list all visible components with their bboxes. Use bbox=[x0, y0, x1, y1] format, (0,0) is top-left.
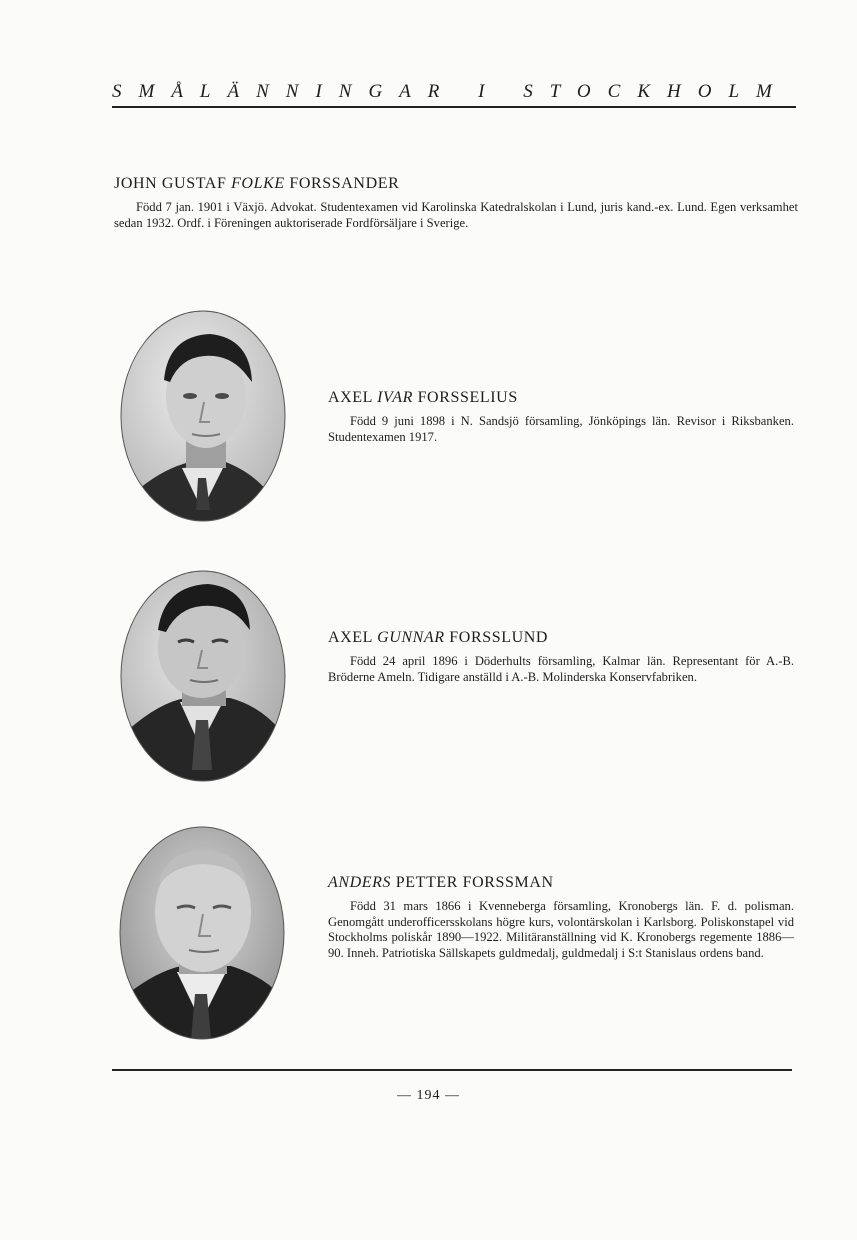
running-head: SMÅLÄNNINGAR I STOCKHOLM bbox=[112, 81, 789, 102]
given-names: AXEL bbox=[328, 629, 373, 646]
called-name: ANDERS bbox=[328, 874, 392, 891]
entry-text: Född 24 april 1896 i Döderhults församling, Kalmar län. Representant för A.-B. Bröderne Ameln. Tidigare anställd i A.-B. Molinderska Konservfabriken. bbox=[328, 654, 794, 684]
entry-name bbox=[328, 873, 794, 893]
page-number: — 194 — bbox=[397, 1088, 460, 1103]
called-name: GUNNAR bbox=[377, 629, 445, 646]
given-names: AXEL bbox=[328, 389, 373, 406]
surname: FORSSELIUS bbox=[417, 389, 518, 406]
biography-entry bbox=[114, 174, 798, 231]
given-names: JOHN GUSTAF bbox=[114, 175, 227, 192]
header-rule bbox=[112, 106, 796, 108]
surname: FORSSLUND bbox=[449, 629, 549, 646]
called-name: FOLKE bbox=[231, 175, 285, 192]
entry-text: Född 7 jan. 1901 i Växjö. Advokat. Studentexamen vid Karolinska Katedralskolan i Lund, juris kand.-ex. Lund. Egen verksamhet sedan 1932. Ordf. i Föreningen auktoriserade Fordförsäljare i Sverige. bbox=[114, 200, 798, 230]
portrait-photo bbox=[120, 310, 286, 522]
surname: FORSSANDER bbox=[289, 175, 400, 192]
biography-entry bbox=[328, 388, 794, 445]
footer-rule bbox=[112, 1069, 792, 1071]
biography-entry bbox=[328, 628, 794, 685]
entry-name bbox=[328, 388, 794, 408]
portrait-photo bbox=[120, 570, 286, 782]
entry-name bbox=[328, 628, 794, 648]
entry-text: Född 9 juni 1898 i N. Sandsjö församling, Jönköpings län. Revisor i Riksbanken. Studentexamen 1917. bbox=[328, 414, 794, 444]
entry-text: Född 31 mars 1866 i Kvenneberga församling, Kronobergs län. F. d. polisman. Genomgått underofficersskolans högre kurs, volontärskolan i Karlsborg. Poliskonstapel vid Stockholms poliskår 1890—1922. Militäranställning vid K. Kronobergs regemente 1886—90. Inneh. Patriotiska Sällskapets guldmedalj, guldmedalj i S:t Stanislaus ordens band. bbox=[328, 899, 794, 960]
surname: PETTER FORSSMAN bbox=[395, 874, 554, 891]
called-name: IVAR bbox=[377, 389, 413, 406]
biography-entry bbox=[328, 873, 794, 961]
entry-name bbox=[114, 174, 798, 194]
portrait-photo bbox=[119, 826, 285, 1038]
